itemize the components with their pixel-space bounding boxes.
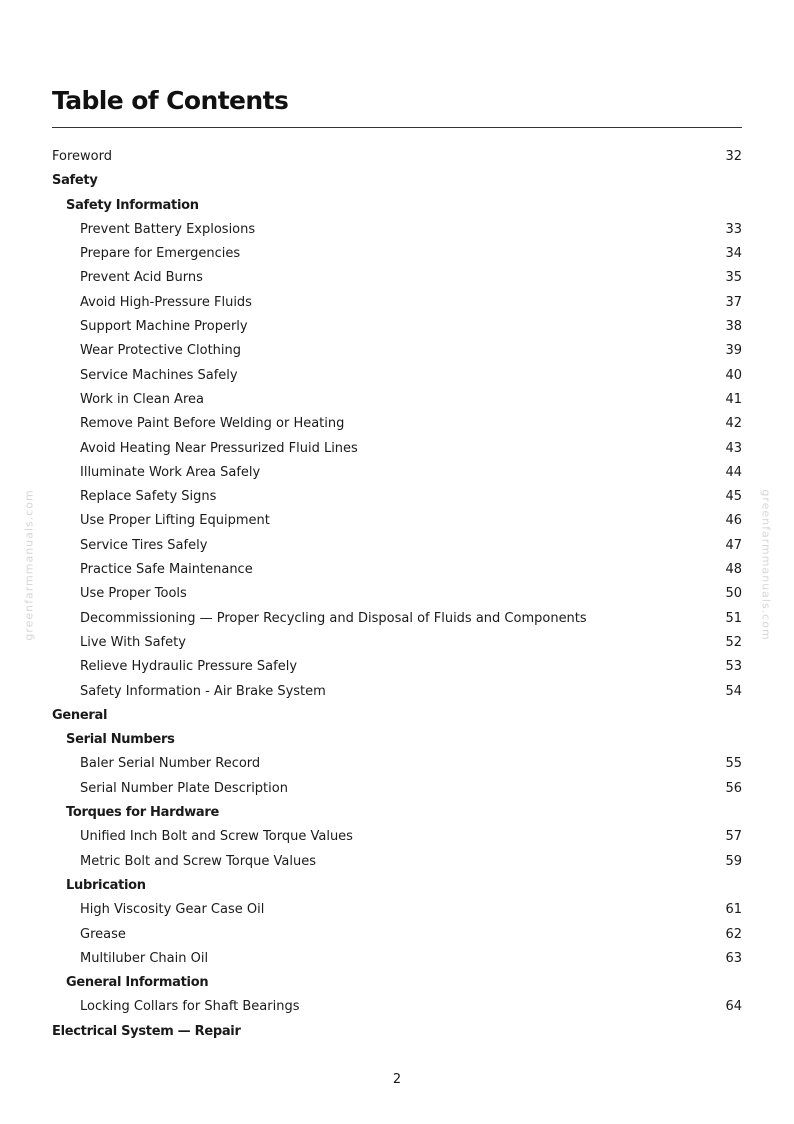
toc-entry-label: Illuminate Work Area Safely xyxy=(80,464,261,480)
toc-entry-label: Unified Inch Bolt and Screw Torque Values xyxy=(80,829,353,845)
toc-entry-page: 51 xyxy=(725,610,742,626)
toc-entry[interactable] xyxy=(52,558,742,582)
toc-entry-label: Service Tires Safely xyxy=(80,537,208,553)
toc-entry-page: 54 xyxy=(725,683,742,699)
toc-entry-label: Lubrication xyxy=(66,877,146,893)
toc-entry[interactable] xyxy=(52,145,742,169)
toc-entry-label: Work in Clean Area xyxy=(80,391,204,407)
toc-entry[interactable] xyxy=(52,631,742,655)
toc-entry-page: 35 xyxy=(725,270,742,286)
toc-entry[interactable] xyxy=(52,850,742,874)
toc-entry-label: Grease xyxy=(80,926,126,942)
toc-entry-page: 56 xyxy=(725,780,742,796)
toc-entry[interactable] xyxy=(52,315,742,339)
toc-entry[interactable] xyxy=(52,412,742,436)
toc-entry-label: Live With Safety xyxy=(80,634,186,650)
toc-entry-label: Relieve Hydraulic Pressure Safely xyxy=(80,659,298,675)
toc-entry-page: 43 xyxy=(725,440,742,456)
toc-entry[interactable] xyxy=(52,461,742,485)
toc-entry[interactable] xyxy=(52,388,742,412)
toc-heading[interactable] xyxy=(52,169,742,193)
toc-entry-page: 46 xyxy=(725,513,742,529)
page-number: 2 xyxy=(392,1072,402,1087)
toc-entry-label: Metric Bolt and Screw Torque Values xyxy=(80,853,316,869)
toc-heading[interactable] xyxy=(52,801,742,825)
toc-entry-label: Electrical System — Repair xyxy=(52,1023,241,1039)
toc-entry-label: Practice Safe Maintenance xyxy=(80,562,253,578)
toc-entry-label: Service Machines Safely xyxy=(80,367,238,383)
toc-entry[interactable] xyxy=(52,291,742,315)
toc-entry-page: 59 xyxy=(725,853,742,869)
toc-entry-page: 62 xyxy=(725,926,742,942)
page-title: Table of Contents xyxy=(52,86,289,115)
toc-entry-page: 48 xyxy=(725,562,742,578)
toc-entry[interactable] xyxy=(52,266,742,290)
watermark-right: greenfarmmanuals.com xyxy=(759,489,773,641)
toc-entry[interactable] xyxy=(52,242,742,266)
table-of-contents xyxy=(52,145,742,1044)
toc-entry[interactable] xyxy=(52,218,742,242)
toc-entry-page: 64 xyxy=(725,999,742,1015)
toc-entry-label: Remove Paint Before Welding or Heating xyxy=(80,416,345,432)
toc-entry[interactable] xyxy=(52,437,742,461)
toc-entry[interactable] xyxy=(52,898,742,922)
toc-entry-page: 57 xyxy=(725,829,742,845)
toc-entry[interactable] xyxy=(52,752,742,776)
toc-entry-page: 34 xyxy=(725,246,742,262)
toc-entry-label: High Viscosity Gear Case Oil xyxy=(80,902,265,918)
toc-entry-label: Serial Numbers xyxy=(66,732,175,748)
toc-entry-label: Torques for Hardware xyxy=(66,805,220,821)
toc-entry-label: General xyxy=(52,707,108,723)
toc-entry-label: Avoid Heating Near Pressurized Fluid Lines xyxy=(80,440,358,456)
toc-heading[interactable] xyxy=(52,728,742,752)
toc-entry[interactable] xyxy=(52,534,742,558)
toc-entry-page: 61 xyxy=(725,902,742,918)
toc-entry-label: Serial Number Plate Description xyxy=(80,780,288,796)
toc-entry-label: Replace Safety Signs xyxy=(80,489,217,505)
toc-entry-page: 32 xyxy=(725,149,742,164)
toc-entry-label: Use Proper Lifting Equipment xyxy=(80,513,270,529)
toc-entry[interactable] xyxy=(52,485,742,509)
toc-entry-label: Prevent Battery Explosions xyxy=(80,221,256,237)
toc-entry-page: 37 xyxy=(725,294,742,310)
toc-entry-page: 47 xyxy=(725,537,742,553)
toc-heading[interactable] xyxy=(52,194,742,218)
toc-entry-label: Baler Serial Number Record xyxy=(80,756,261,772)
toc-entry-label: Decommissioning — Proper Recycling and Disposal of Fluids and Components xyxy=(80,610,587,626)
toc-entry-page: 33 xyxy=(725,221,742,237)
toc-entry-page: 50 xyxy=(725,586,742,602)
toc-entry-page: 40 xyxy=(725,367,742,383)
title-divider xyxy=(52,127,742,128)
toc-entry[interactable] xyxy=(52,655,742,679)
toc-entry-label: General Information xyxy=(66,975,209,991)
toc-entry[interactable] xyxy=(52,339,742,363)
toc-entry[interactable] xyxy=(52,947,742,971)
toc-entry-label: Safety xyxy=(52,173,98,189)
toc-heading[interactable] xyxy=(52,971,742,995)
toc-entry[interactable] xyxy=(52,680,742,704)
toc-heading[interactable] xyxy=(52,1020,742,1044)
toc-entry-page: 44 xyxy=(725,464,742,480)
toc-entry[interactable] xyxy=(52,923,742,947)
toc-entry-page: 38 xyxy=(725,319,742,335)
toc-entry-page: 55 xyxy=(725,756,742,772)
toc-entry-label: Multiluber Chain Oil xyxy=(80,950,209,966)
toc-entry[interactable] xyxy=(52,825,742,849)
toc-entry[interactable] xyxy=(52,777,742,801)
toc-entry[interactable] xyxy=(52,995,742,1019)
toc-entry-label: Foreword xyxy=(52,149,112,164)
toc-entry-label: Support Machine Properly xyxy=(80,319,248,335)
toc-entry[interactable] xyxy=(52,364,742,388)
toc-entry-page: 41 xyxy=(725,391,742,407)
toc-entry-label: Use Proper Tools xyxy=(80,586,187,602)
toc-entry-page: 53 xyxy=(725,659,742,675)
toc-heading[interactable] xyxy=(52,704,742,728)
toc-entry[interactable] xyxy=(52,607,742,631)
toc-entry-label: Safety Information - Air Brake System xyxy=(80,683,326,699)
toc-entry-label: Prevent Acid Burns xyxy=(80,270,203,286)
toc-entry-label: Wear Protective Clothing xyxy=(80,343,242,359)
toc-entry-label: Avoid High-Pressure Fluids xyxy=(80,294,252,310)
toc-entry-label: Safety Information xyxy=(66,197,199,213)
toc-entry-page: 45 xyxy=(725,489,742,505)
toc-entry-page: 63 xyxy=(725,950,742,966)
toc-entry-page: 42 xyxy=(725,416,742,432)
toc-entry[interactable] xyxy=(52,509,742,533)
toc-entry-label: Locking Collars for Shaft Bearings xyxy=(80,999,300,1015)
toc-heading[interactable] xyxy=(52,874,742,898)
toc-entry-page: 52 xyxy=(725,634,742,650)
toc-entry-page: 39 xyxy=(725,343,742,359)
toc-entry-label: Prepare for Emergencies xyxy=(80,246,241,262)
toc-entry[interactable] xyxy=(52,582,742,606)
watermark-left: greenfarmmanuals.com xyxy=(22,489,36,641)
